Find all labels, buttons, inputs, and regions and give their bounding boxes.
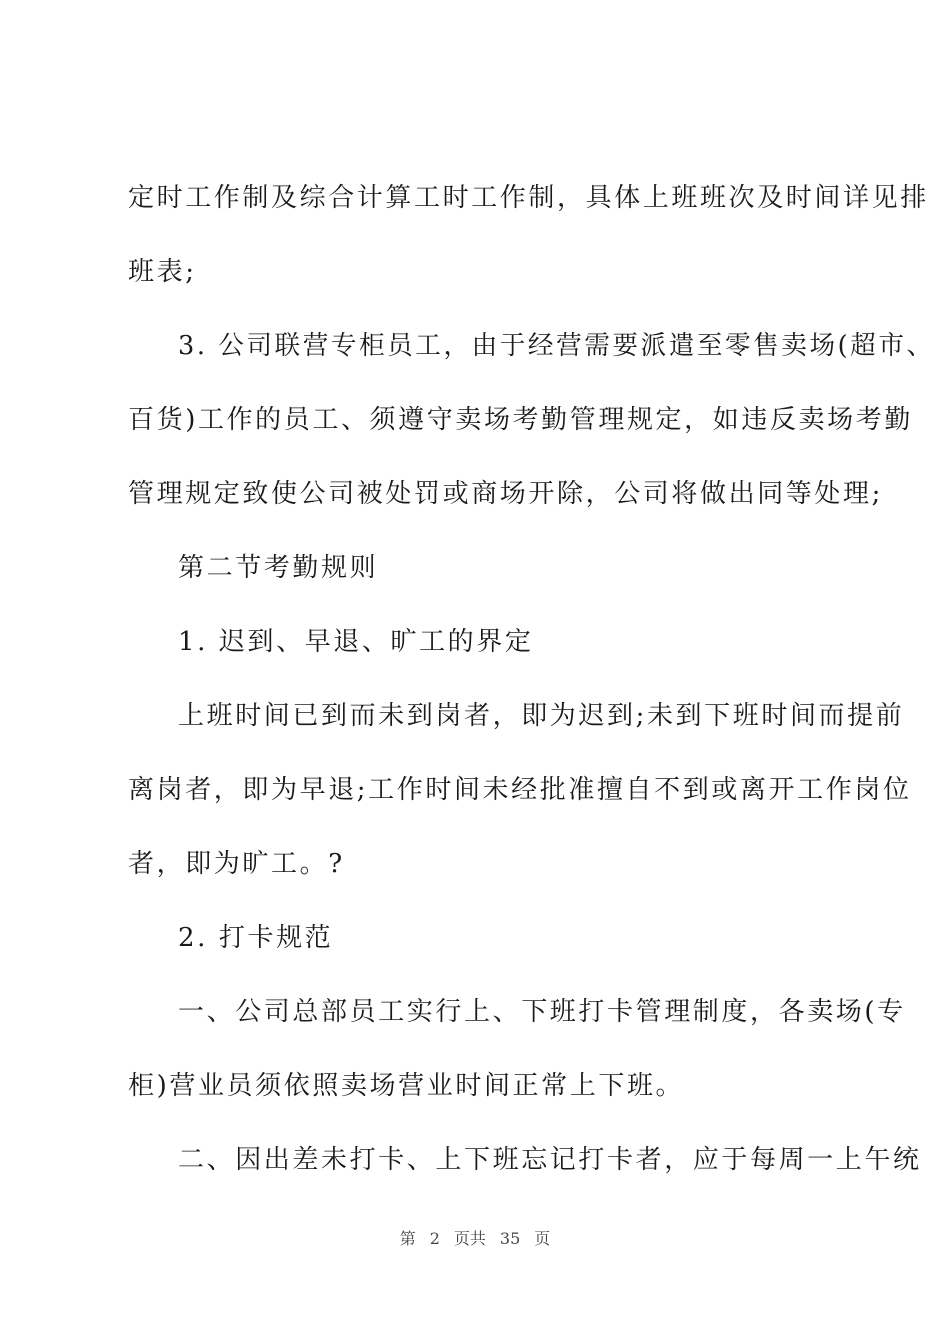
paragraph-line: 定时工作制及综合计算工时工作制，具体上班班次及时间详见排 bbox=[128, 183, 929, 213]
page-footer-suffix: 页 bbox=[534, 1229, 551, 1248]
section-heading: 第二节考勤规则 bbox=[178, 553, 379, 583]
paragraph-line: 班表; bbox=[128, 257, 197, 287]
page-number-current: 2 bbox=[429, 1229, 440, 1248]
paragraph-line: 百货)工作的员工、须遵守卖场考勤管理规定，如违反卖场考勤 bbox=[128, 405, 913, 435]
paragraph-line: 上班时间已到而未到岗者，即为迟到;未到下班时间而提前 bbox=[178, 701, 905, 731]
subsection-heading: 1. 迟到、早退、旷工的界定 bbox=[178, 627, 534, 657]
paragraph-line: 管理规定致使公司被处罚或商场开除，公司将做出同等处理; bbox=[128, 479, 883, 509]
page-footer-mid: 页共 bbox=[453, 1229, 486, 1248]
page-number-total: 35 bbox=[499, 1229, 521, 1248]
paragraph-line: 者，即为旷工。? bbox=[128, 849, 345, 879]
paragraph-line: 离岗者，即为早退;工作时间未经批准擅自不到或离开工作岗位 bbox=[128, 775, 912, 805]
paragraph-line: 一、公司总部员工实行上、下班打卡管理制度，各卖场(专 bbox=[178, 997, 906, 1027]
page-footer-prefix: 第 bbox=[399, 1229, 416, 1248]
page-footer bbox=[0, 1228, 950, 1250]
subsection-heading: 2. 打卡规范 bbox=[178, 923, 334, 953]
paragraph-line: 3. 公司联营专柜员工，由于经营需要派遣至零售卖场(超市、 bbox=[178, 331, 935, 361]
paragraph-line: 二、因出差未打卡、上下班忘记打卡者，应于每周一上午统 bbox=[178, 1145, 922, 1175]
paragraph-line: 柜)营业员须依照卖场营业时间正常上下班。 bbox=[128, 1071, 685, 1101]
